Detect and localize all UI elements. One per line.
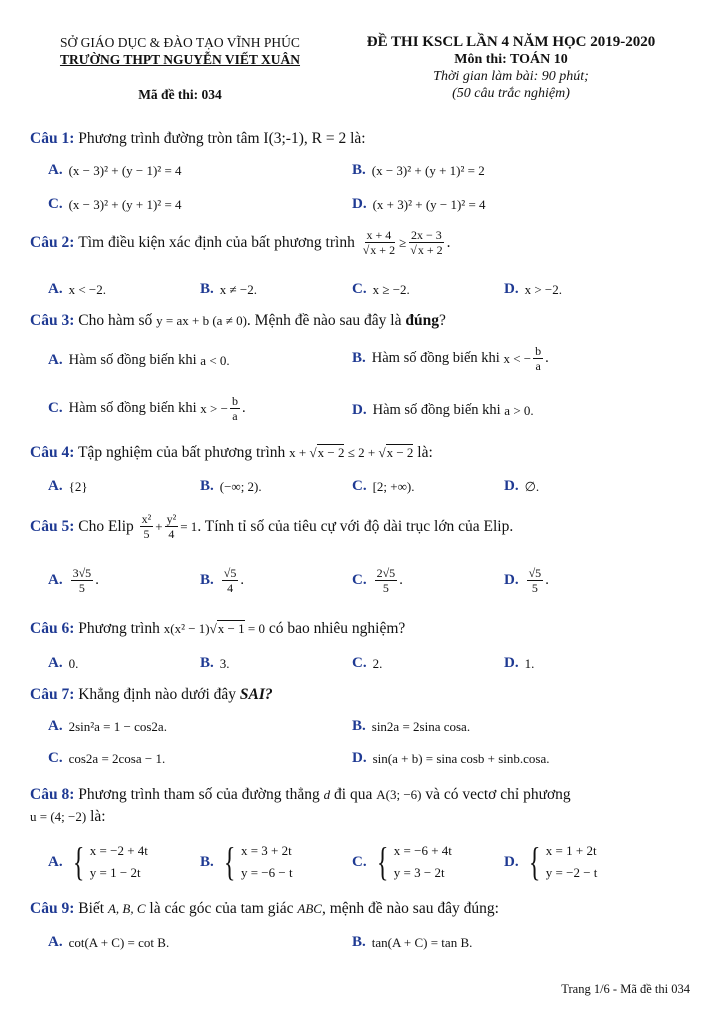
- option-3c: C. Hàm số đồng biến khi x > − $\frac{b}{a}$ .: [48, 394, 246, 423]
- option-7b: B. sin2a = 2sina cosa.: [352, 718, 471, 734]
- exam-code: Mã đề thi: 034: [138, 87, 222, 102]
- question-8: Câu 8: Phương trình tham số của đường thẳng d đi qua A(3; −6) và có vectơ chỉ phương: [30, 786, 571, 803]
- option-5d: D. $\frac{√5}{5}$ .: [504, 566, 549, 595]
- option-8b: B. { x = 3 + 2t y = −6 − t: [200, 839, 293, 884]
- question-count: (50 câu trắc nghiệm): [452, 86, 570, 101]
- option-3a: A. Hàm số đồng biến khi a < 0.: [48, 352, 230, 368]
- option-8d: D. { x = 1 + 2t y = −2 − t: [504, 839, 598, 884]
- header-right: [336, 34, 686, 102]
- option-2c: C. x ≥ −2.: [352, 281, 410, 297]
- option-6b: B. 3.: [200, 655, 230, 671]
- fraction: $\frac{2x - 3}{√x + 2}$: [410, 228, 443, 257]
- option-5a: A. $\frac{3√5}{5}$ .: [48, 566, 99, 595]
- fraction: $\frac{x + 4}{√x + 2}$: [362, 228, 396, 257]
- option-4b: B. (−∞; 2).: [200, 478, 262, 494]
- question-6: Câu 6: Phương trình x(x² − 1)√x − 1 = 0 có bao nhiêu nghiệm?: [30, 620, 406, 637]
- option-7c: C. cos2a = 2cosa − 1.: [48, 750, 166, 766]
- option-1a: A. (x − 3)² + (y − 1)² = 4: [48, 162, 182, 178]
- option-5b: B. $\frac{√5}{4}$ .: [200, 566, 244, 595]
- option-5c: C. $\frac{2√5}{5}$ .: [352, 566, 403, 595]
- option-4d: D. ∅.: [504, 478, 540, 494]
- question-3: Câu 3: Cho hàm số y = ax + b (a ≠ 0). Mệnh đề nào sau đây là đúng?: [30, 312, 446, 329]
- school-name: TRƯỜNG THPT NGUYỄN VIẾT XUÂN: [59, 52, 301, 67]
- option-4c: C. [2; +∞).: [352, 478, 415, 494]
- option-7a: A. 2sin²a = 1 − cos2a.: [48, 718, 167, 734]
- option-8a: A. { x = −2 + 4t y = 1 − 2t: [48, 839, 148, 884]
- question-2: Câu 2: Tìm điều kiện xác định của bất phương trình $\frac{x + 4}{√x + 2}$ ≥ $\frac{2x - 3}{√x + 2}$ .: [30, 228, 451, 257]
- option-1b: B. (x − 3)² + (y + 1)² = 2: [352, 162, 485, 178]
- exam-time: Thời gian làm bài: 90 phút;: [433, 69, 589, 84]
- question-4: Câu 4: Tập nghiệm của bất phương trình x + √x − 2 ≤ 2 + √x − 2 là:: [30, 444, 433, 461]
- option-1d: D. (x + 3)² + (y − 1)² = 4: [352, 196, 486, 212]
- question-9: Câu 9: Biết A, B, C là các góc của tam giác ABC, mệnh đề nào sau đây đúng:: [30, 900, 499, 917]
- question-8-line2: u = (4; −2) là:: [30, 808, 106, 825]
- option-6d: D. 1.: [504, 655, 535, 671]
- option-6a: A. 0.: [48, 655, 79, 671]
- option-9a: A. cot(A + C) = cot B.: [48, 934, 170, 950]
- option-4a: A. {2}: [48, 478, 88, 494]
- option-9b: B. tan(A + C) = tan B.: [352, 934, 473, 950]
- option-2b: B. x ≠ −2.: [200, 281, 257, 297]
- option-3d: D. Hàm số đồng biến khi a > 0.: [352, 402, 534, 418]
- option-8c: C. { x = −6 + 4t y = 3 − 2t: [352, 839, 452, 884]
- question-number: Câu 1:: [30, 130, 75, 147]
- exam-subject: Môn thi: TOÁN 10: [454, 52, 568, 67]
- page-footer: Trang 1/6 - Mã đề thi 034: [561, 982, 690, 996]
- option-6c: C. 2.: [352, 655, 383, 671]
- option-3b: B. Hàm số đồng biến khi x < − $\frac{b}{a}$ .: [352, 344, 549, 373]
- header-left: [30, 34, 330, 103]
- option-2a: A. x < −2.: [48, 281, 107, 297]
- question-7: Câu 7: Khẳng định nào dưới đây SAI?: [30, 686, 273, 703]
- question-1: [30, 130, 366, 148]
- question-text: Phương trình đường tròn tâm I(3;-1), R = 2 là:: [78, 130, 366, 147]
- option-1c: C. (x − 3)² + (y + 1)² = 4: [48, 196, 182, 212]
- question-5: Câu 5: Cho Elip $\frac{\text{x²}}{5}$ + $\frac{\text{y²}}{4}$ = 1 . Tính tỉ số của tiêu cự với độ dài trục lớn của Elip.: [30, 512, 514, 541]
- option-2d: D. x > −2.: [504, 281, 563, 297]
- question-text: Tìm điều kiện xác định của bất phương trình: [78, 233, 355, 251]
- exam-title: ĐỀ THI KSCL LẦN 4 NĂM HỌC 2019-2020: [366, 34, 656, 50]
- option-7d: D. sin(a + b) = sina cosb + sinb.cosa.: [352, 750, 550, 766]
- department: SỞ GIÁO DỤC & ĐÀO TẠO VĨNH PHÚC: [60, 35, 300, 50]
